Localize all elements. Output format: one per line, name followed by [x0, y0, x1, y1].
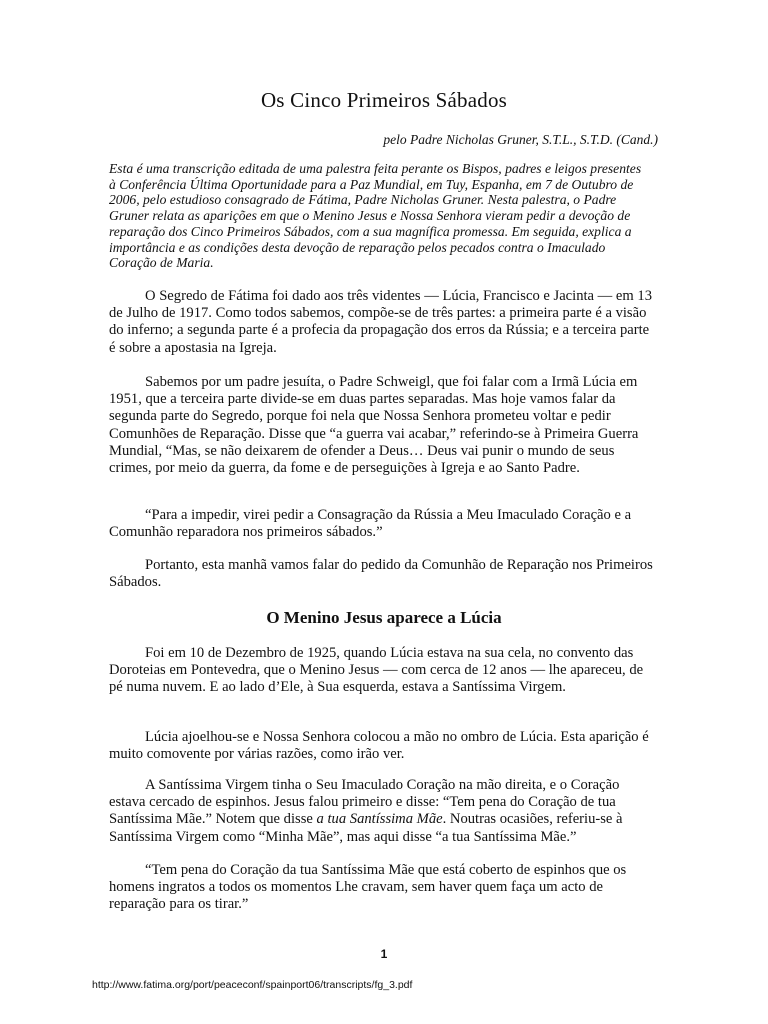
body-paragraph: [109, 507, 657, 541]
body-paragraph: [109, 557, 657, 591]
body-paragraph: [109, 862, 657, 914]
paragraph-text: A Santíssima Virgem tinha o Seu Imaculado Coração na mão direita, e o Coração estava cercado de espinhos. Jesus falou primeiro e disse: “Tem pena do Coração de tua Santíssima Mãe.” Notem que disse: [109, 777, 620, 828]
paragraph-text: “Para a impedir, virei pedir a Consagração da Rússia a Meu Imaculado Coração e a Comunhão reparadora nos primeiros sábados.”: [109, 507, 632, 541]
body-paragraph: [109, 288, 657, 357]
body-paragraph: [109, 777, 657, 846]
paragraph-text: “Tem pena do Coração da tua Santíssima Mãe que está coberto de espinhos que os homens ingratos a todos os momentos Lhe cravam, sem haver quem faça um acto de reparação para os tirar.”: [109, 862, 627, 913]
paragraph-text: Portanto, esta manhã vamos falar do pedido da Comunhão de Reparação nos Primeiros Sábados.: [109, 557, 653, 591]
section-heading: O Menino Jesus aparece a Lúcia: [266, 608, 502, 627]
paragraph-text: O Segredo de Fátima foi dado aos três videntes — Lúcia, Francisco e Jacinta — em 13 de Julho de 1917. Como todos sabemos, compõe-se de três partes: a primeira parte é a visão do inferno; a segunda parte é a profecia da propagação dos erros da Rússia; e a terceira parte é sobre a apostasia na Igreja.: [109, 288, 652, 356]
paragraph-text: Foi em 10 de Dezembro de 1925, quando Lúcia estava na sua cela, no convento das Doroteias em Pontevedra, que o Menino Jesus — com cerca de 12 anos — lhe apareceu, de pé numa nuvem. E ao lado d’Ele, à Sua esquerda, estava a Santíssima Virgem.: [109, 645, 644, 696]
body-paragraph: [109, 729, 657, 763]
paragraph-text: Sabemos por um padre jesuíta, o Padre Schweigl, que foi falar com a Irmã Lúcia em 1951, que a terceira parte divide-se em duas partes separadas. Mas hoje vamos falar da segunda parte do Segredo, porque foi nela que Nossa Senhora prometeu voltar e pedir Comunhões de Reparação. Disse que “a guerra vai acabar,” referindo-se à Primeira Guerra Mundial, “Mas, se não deixarem de ofender a Deus… Deus vai punir o mundo de seus crimes, por meio da guerra, da fome e de perseguições à Igreja e ao Santo Padre.: [109, 374, 639, 477]
body-paragraph: [109, 645, 657, 697]
paragraph-text: . Noutras ocasiões, referiu-se à Santíssima Virgem como “Minha Mãe”, mas aqui disse “a tua Santíssima Mãe.”: [109, 811, 623, 845]
footer-url[interactable]: http://www.fatima.org/port/peaceconf/spainport06/transcripts/fg_3.pdf: [92, 979, 413, 991]
author-line: pelo Padre Nicholas Gruner, S.T.L., S.T.D. (Cand.): [383, 132, 658, 147]
paragraph-text: Lúcia ajoelhou-se e Nossa Senhora colocou a mão no ombro de Lúcia. Esta aparição é muito comovente por várias razões, como irão ver.: [109, 729, 649, 763]
body-paragraph: [109, 374, 657, 477]
emphasized-text: a tua Santíssima Mãe: [316, 811, 443, 828]
intro-paragraph: Esta é uma transcrição editada de uma palestra feita perante os Bispos, padres e leigos presentes à Conferência Última Oportunidade para a Paz Mundial, em Tuy, Espanha, em 7 de Outubro de 2006, pelo estudioso consagrado de Fátima, Padre Nicholas Gruner. Nesta palestra, o Padre Gruner relata as aparições em que o Menino Jesus e Nossa Senhora vieram pedir a devoção de reparação dos Cinco Primeiros Sábados, com a sua magnífica promessa. Em seguida, explica a importância e as condições desta devoção de reparação pelos pecados contra o Imaculado Coração de Maria.: [109, 161, 642, 271]
document-title: Os Cinco Primeiros Sábados: [260, 88, 508, 112]
page-number: 1: [380, 947, 388, 961]
